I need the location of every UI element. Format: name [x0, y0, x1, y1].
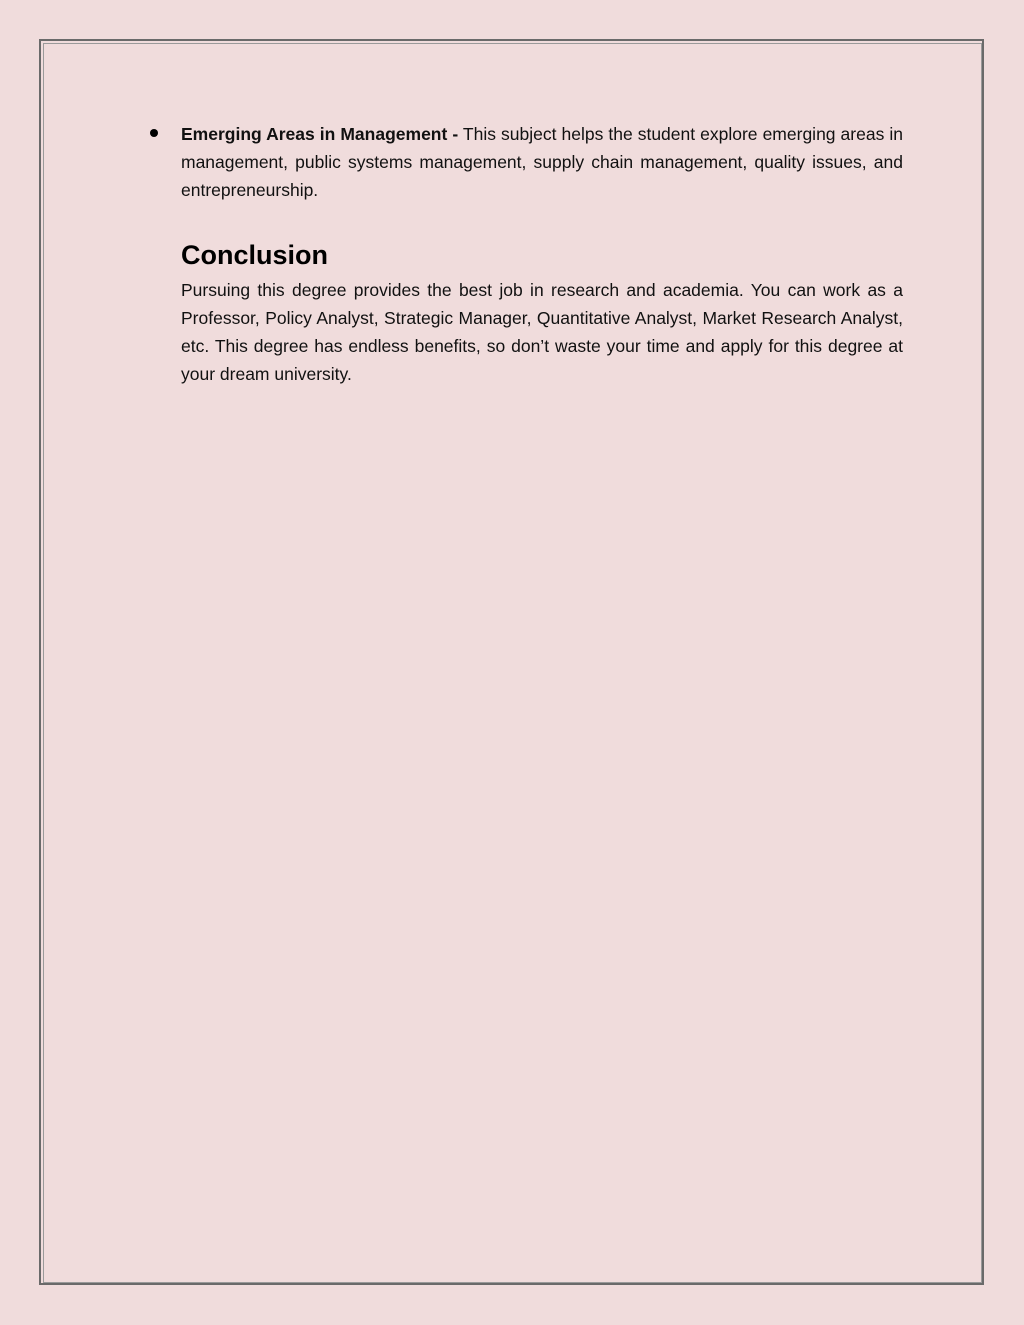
conclusion-heading: Conclusion: [181, 240, 328, 270]
bullet-text: This subject helps the student explore emerging areas in management, public systems management, supply chain management, quality issues, and entrepreneurship.: [181, 124, 903, 200]
bullet-item: [181, 120, 903, 204]
bullet-title: Emerging Areas in Management -: [181, 124, 459, 144]
conclusion-body: Pursuing this degree provides the best job in research and academia. You can work as a Professor, Policy Analyst, Strategic Manager, Quantitative Analyst, Market Research Analyst, etc. This degree has endless benefits, so don’t waste your time and apply for this degree at your dream university.: [181, 280, 903, 384]
document-content: [181, 120, 903, 388]
bullet-icon: [150, 129, 158, 137]
